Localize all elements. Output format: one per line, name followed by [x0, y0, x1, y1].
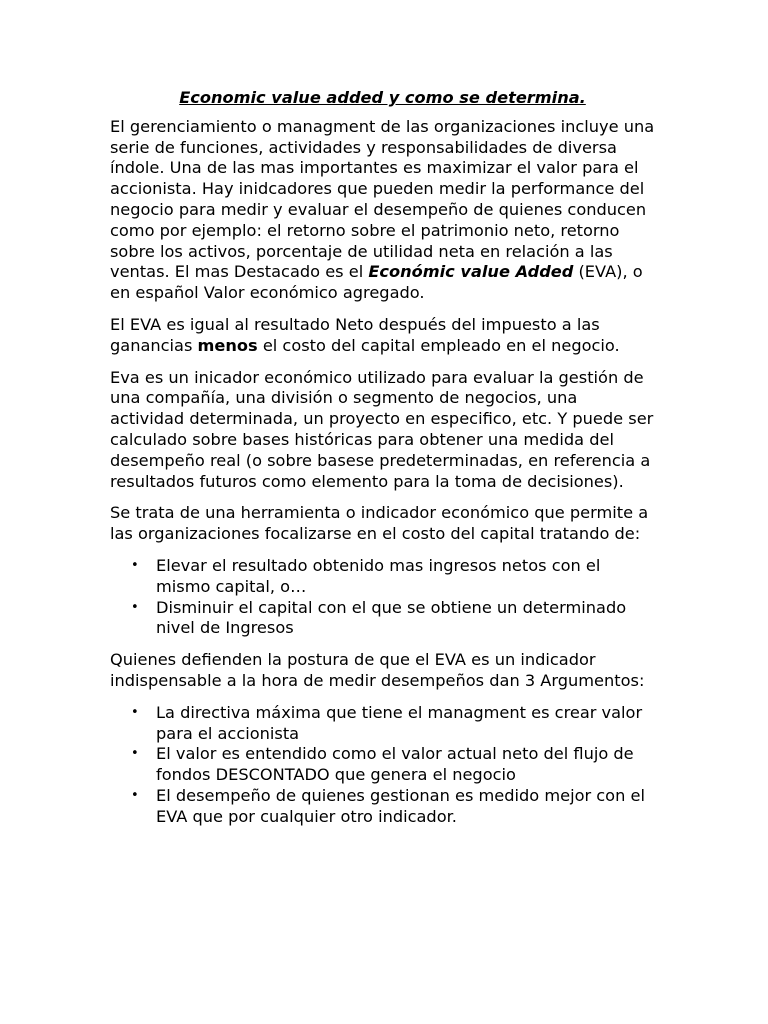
bullet-list-arguments [110, 703, 655, 828]
list-item-text: El valor es entendido como el valor actual neto del flujo de fondos DESCONTADO que genera el negocio [156, 744, 634, 785]
paragraph-eva-tool: Se trata de una herramienta o indicador económico que permite a las organizaciones focalizarse en el costo del capital tratando de: [110, 503, 649, 544]
bullet-icon: • [131, 599, 139, 615]
list-item [110, 556, 655, 598]
list-item-text: El desempeño de quienes gestionan es medido mejor con el EVA que por cualquier otro indicador. [156, 785, 645, 826]
bullet-icon: • [131, 557, 139, 573]
bullet-icon: • [131, 746, 139, 762]
document-title: Economic value added y como se determina. [179, 88, 586, 107]
bullet-icon: • [131, 704, 139, 720]
paragraph-intro [110, 117, 655, 304]
paragraph-eva-definition-emphasis: menos [197, 335, 258, 355]
paragraph-eva-definition-text: El EVA es igual al resultado Neto después del impuesto a las ganancias [110, 314, 600, 355]
paragraph-eva-definition [110, 315, 655, 357]
list-item [110, 786, 655, 828]
list-item-text: Disminuir el capital con el que se obtiene un determinado nivel de Ingresos [156, 597, 627, 638]
bullet-list-objectives [110, 556, 655, 639]
paragraph-eva-usage: Eva es un inicador económico utilizado para evaluar la gestión de una compañía, una división o segmento de negocios, una actividad determinada, un proyecto en especifico, etc. Y puede ser calculado sobre bases históricas para obtener una medida del desempeño real (o sobre basese predeterminadas, en referencia a resultados futuros como elemento para la toma de decisiones). [110, 367, 654, 491]
list-item [110, 744, 655, 786]
list-item-text: La directiva máxima que tiene el managment es crear valor para el accionista [156, 702, 643, 743]
paragraph-eva-definition-text-end: el costo del capital empleado en el negocio. [257, 335, 620, 355]
paragraph-intro-emphasis: Económic value Added [368, 262, 574, 282]
paragraph-intro-text: El gerenciamiento o managment de las organizaciones incluye una serie de funciones, actividades y responsabilidades de diversa índole. Una de las mas importantes es maximizar el valor para el accionista. Hay inidcadores que pueden medir la performance del negocio para medir y evaluar el desempeño de quienes conducen como por ejemplo: el retorno sobre el patrimonio neto, retorno sobre los activos, porcentaje de utilidad neta en relación a las ventas. El mas Destacado es el [110, 116, 655, 282]
paragraph-arguments: Quienes defienden la postura de que el EVA es un indicador indispensable a la hora de medir desempeños dan 3 Argumentos: [110, 650, 645, 690]
list-item [110, 703, 655, 745]
paragraph-intro-text-end: (EVA), o en español Valor económico agregado. [110, 262, 643, 303]
document-body [110, 88, 655, 839]
list-item-text: Elevar el resultado obtenido mas ingresos netos con el mismo capital, o… [156, 555, 601, 596]
bullet-icon: • [131, 787, 139, 803]
list-item [110, 598, 655, 640]
